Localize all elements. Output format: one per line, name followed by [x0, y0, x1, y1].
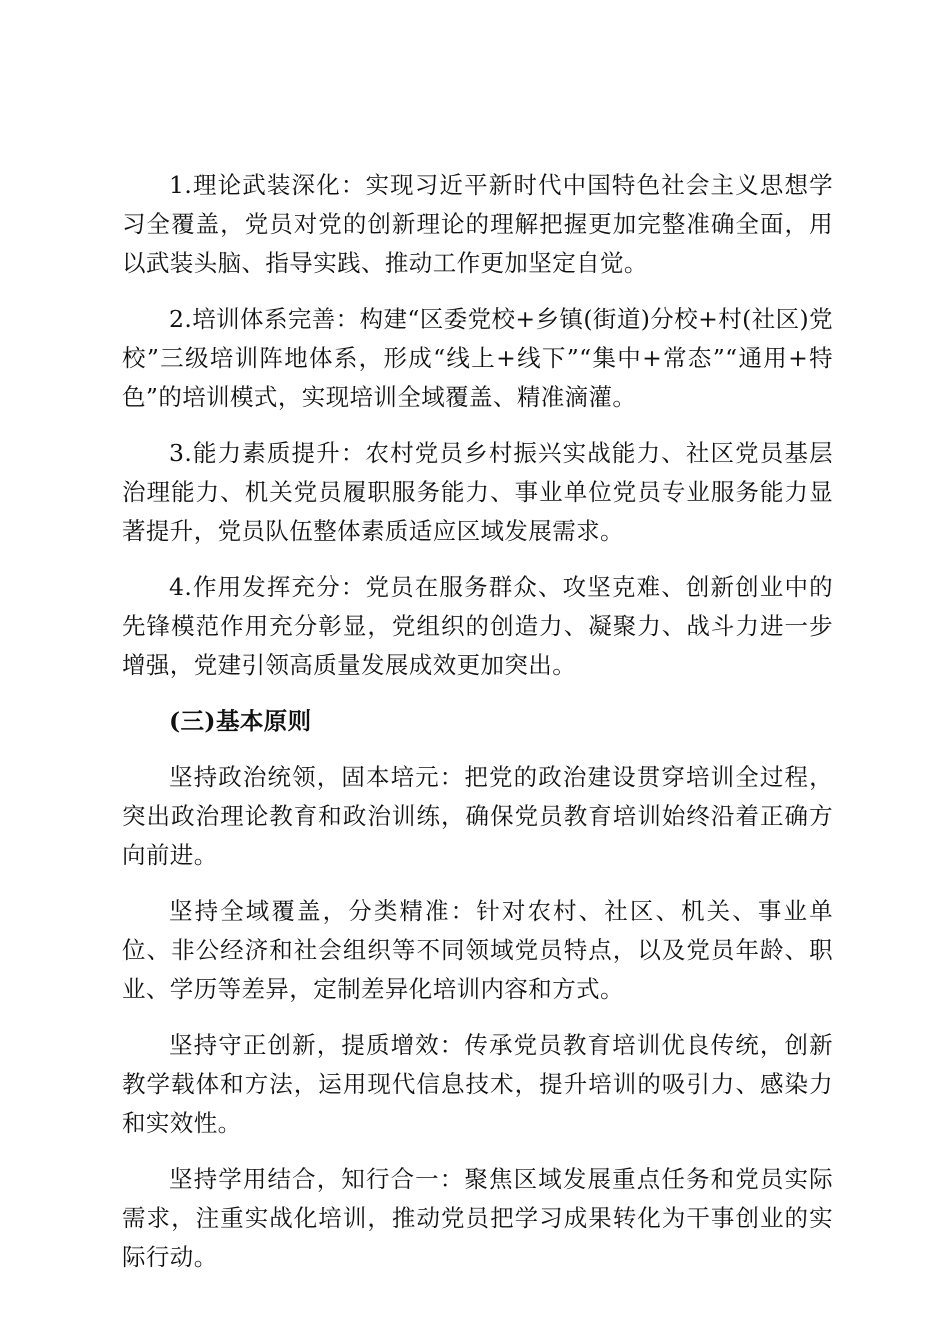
principle-paragraph-2: 坚持全域覆盖，分类精准：针对农村、社区、机关、事业单位、非公经济和社会组织等不同领域党员特点，以及党员年龄、职业、学历等差异，定制差异化培训内容和方式。	[122, 897, 833, 1003]
section-heading-basic-principles: (三)基本原则	[169, 707, 312, 735]
goal-paragraph-3: 3.能力素质提升：农村党员乡村振兴实战能力、社区党员基层治理能力、机关党员履职服务能力、事业单位党员专业服务能力显著提升，党员队伍整体素质适应区域发展需求。	[122, 439, 833, 545]
principle-paragraph-3: 坚持守正创新，提质增效：传承党员教育培训优良传统，创新教学载体和方法，运用现代信息技术，提升培训的吸引力、感染力和实效性。	[122, 1031, 833, 1137]
principle-paragraph-4: 坚持学用结合，知行合一：聚焦区域发展重点任务和党员实际需求，注重实战化培训，推动党员把学习成果转化为干事创业的实际行动。	[122, 1165, 833, 1271]
document-body	[122, 166, 833, 1294]
goal-paragraph-4: 4.作用发挥充分：党员在服务群众、攻坚克难、创新创业中的先锋模范作用充分彰显，党组织的创造力、凝聚力、战斗力进一步增强，党建引领高质量发展成效更加突出。	[122, 573, 833, 679]
principle-paragraph-1: 坚持政治统领，固本培元：把党的政治建设贯穿培训全过程，突出政治理论教育和政治训练，确保党员教育培训始终沿着正确方向前进。	[122, 763, 833, 869]
goal-paragraph-2: 2.培训体系完善：构建“区委党校+乡镇(街道)分校+村(社区)党校”三级培训阵地体系，形成“线上+线下”“集中+常态”“通用+特色”的培训模式，实现培训全域覆盖、精准滴灌。	[122, 305, 833, 411]
goal-paragraph-1: 1.理论武装深化：实现习近平新时代中国特色社会主义思想学习全覆盖，党员对党的创新理论的理解把握更加完整准确全面，用以武装头脑、指导实践、推动工作更加坚定自觉。	[122, 171, 833, 277]
